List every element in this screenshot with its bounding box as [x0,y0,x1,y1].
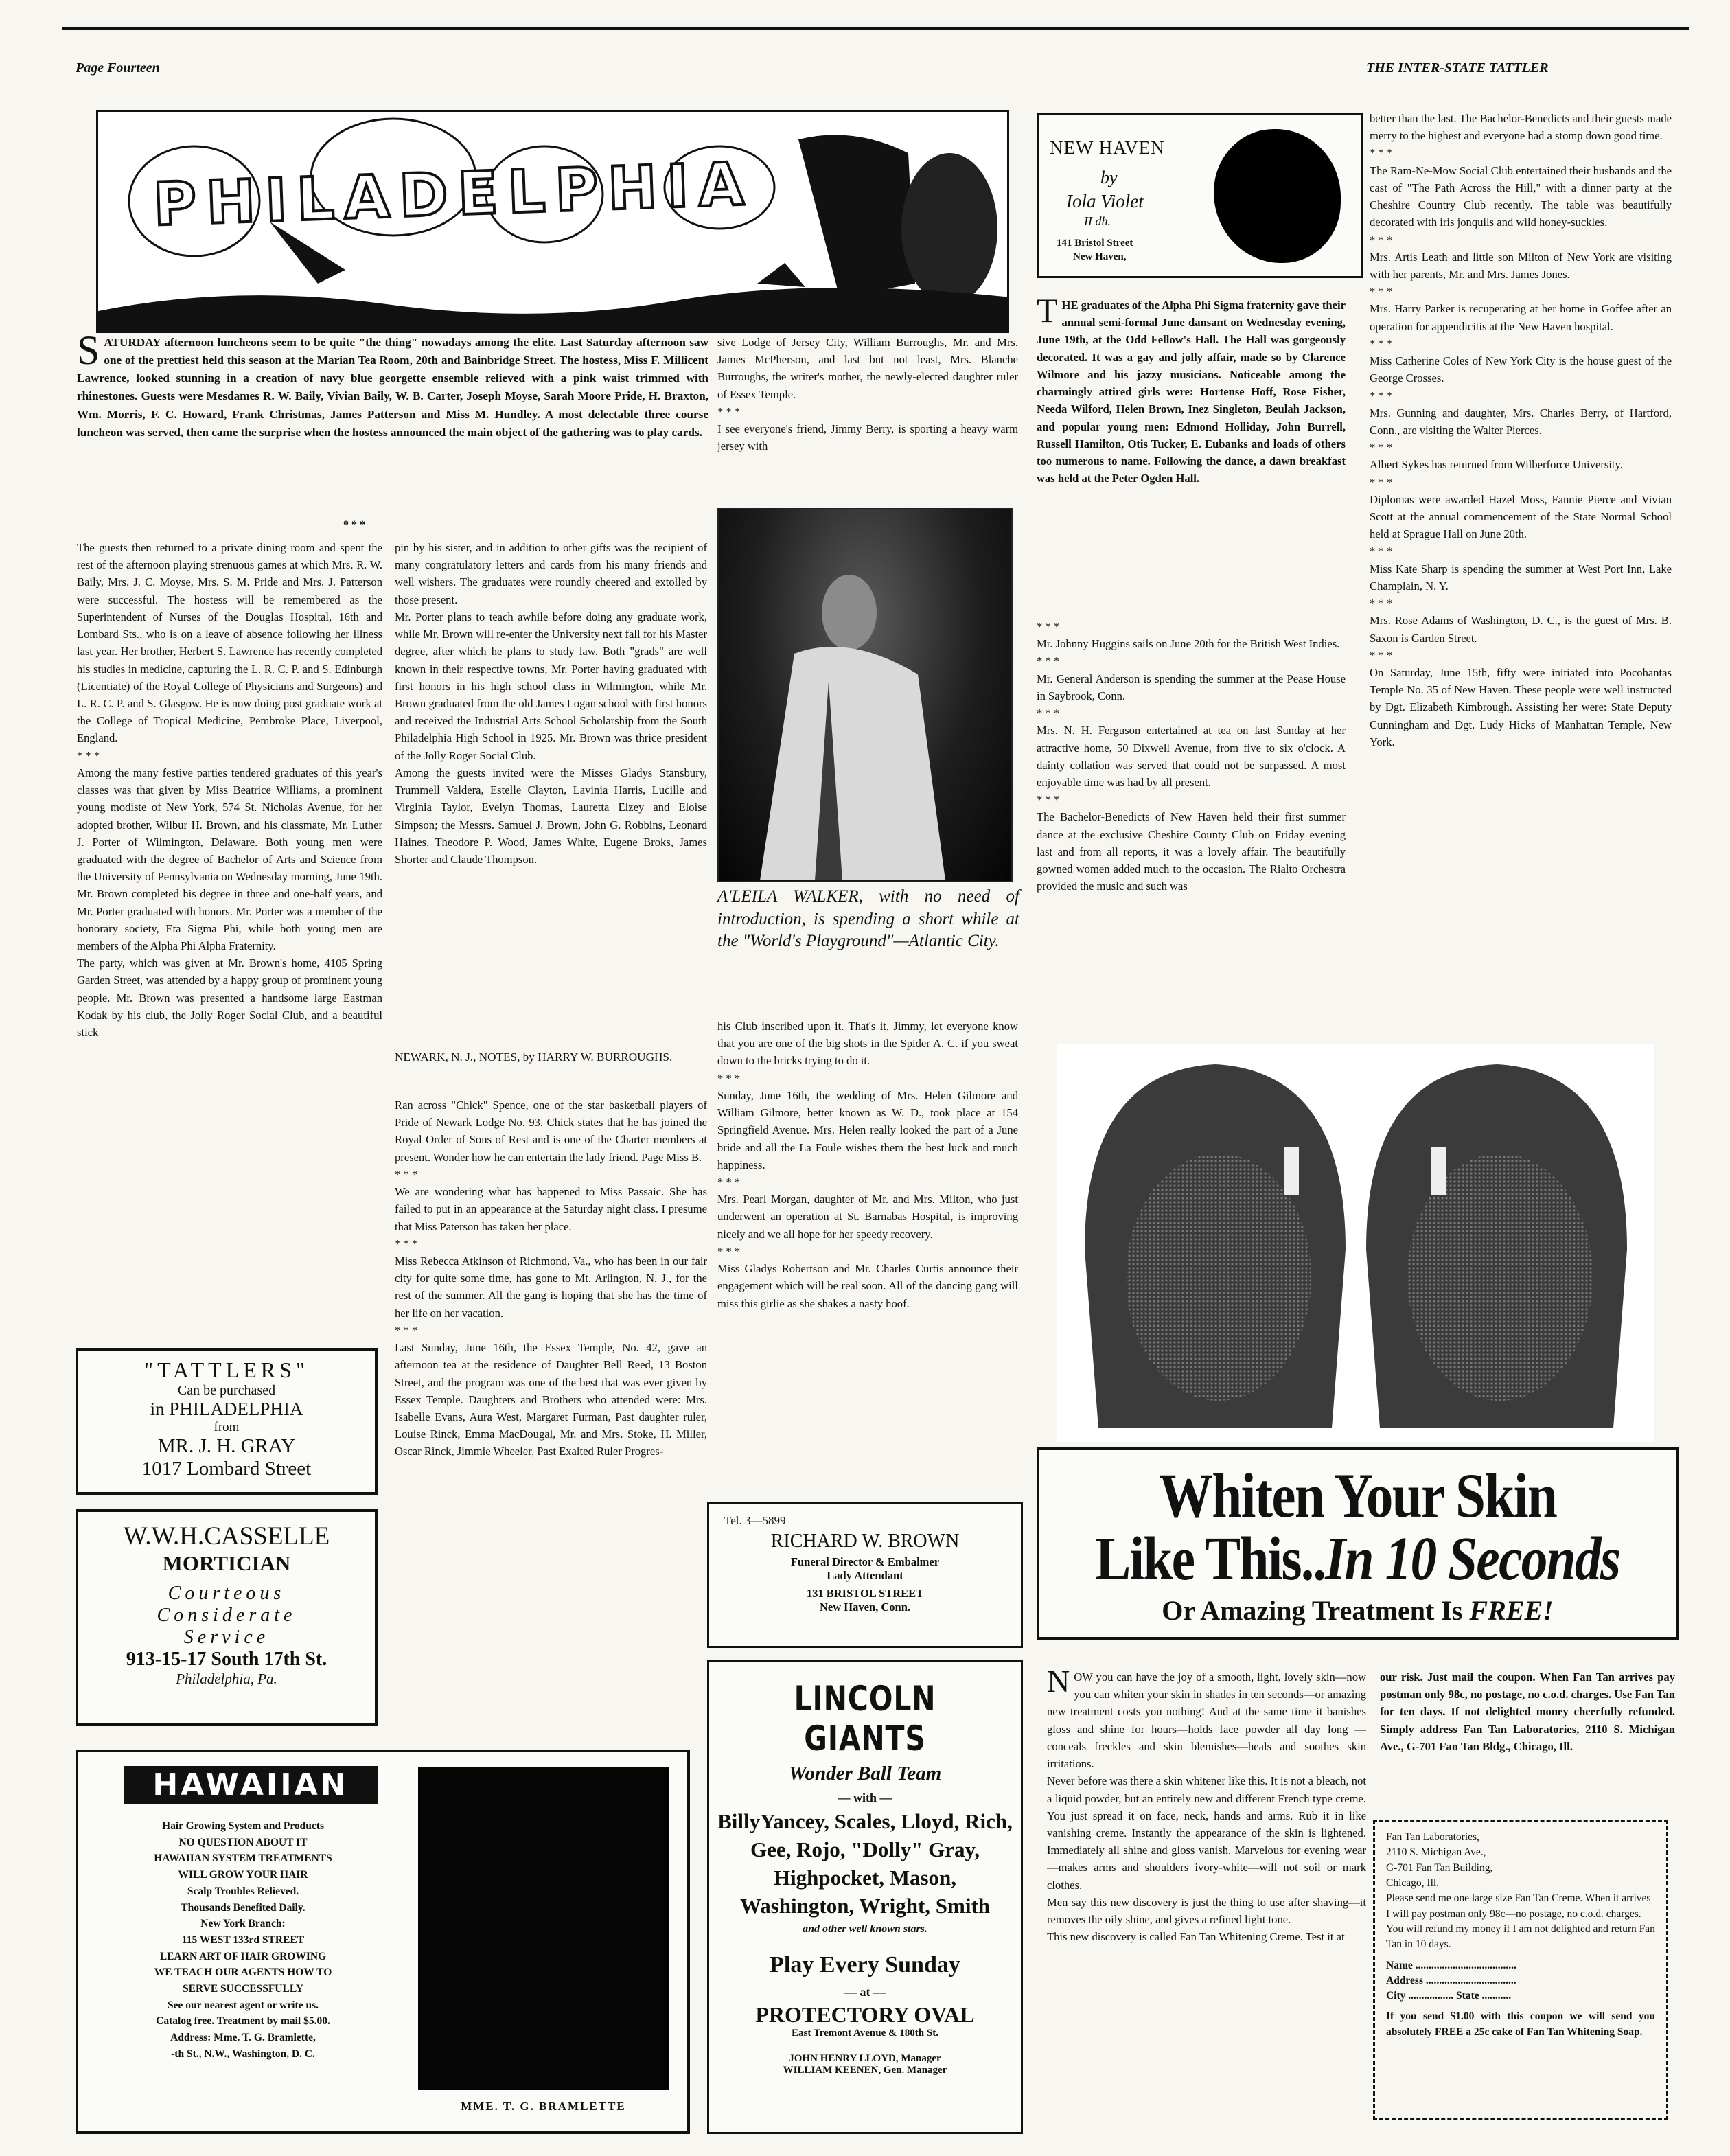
page-label: Page Fourteen [76,60,160,76]
new-haven-title: NEW HAVEN [1050,137,1165,158]
fantan-headline-box [1037,1447,1679,1640]
hawaiian-l9: WE TEACH OUR AGENTS HOW TO [154,1966,332,1979]
coupon-text: Fan Tan Laboratories, 2110 S. Michigan Ave., G-701 Fan Tan Building, Chicago, Ill. Please send me one large size Fan Tan Creme. When it arrives I will pay postman only 98c—no postage, no c.o.d. charges. You will refund my money if I am not delighted and return Fan Tan in 10 days. [1386,1831,1655,1951]
lincoln-venue-addr: East Tremont Avenue & 180th St. [792,2027,938,2039]
new-haven-lead-text: HE graduates of the Alpha Phi Sigma fraternity gave their annual semi-formal June dansant on Wednesday evening, June 19th, at the Odd Fellow's Hall. The Hall was gorgeously decorated. It was a gay and jolly affair, made so by Clarence Wilmore and his jazzy musicians. Noticeable among the charmingly attired girls were: Hortense Hoff, Rose Fisher, Needa Wilford, Helen Brown, Inez Singleton, Beulah Jackson, and popular young men: Edmond Holliday, John Burrell, Russell Hamilton, Otis Tucker, E. Eubanks and loads of others too numerous to name. Following the dance, a dawn breakfast was held at the Peter Ogden Hall. [1037,299,1346,485]
tattlers-line2: in PHILADELPHIA [150,1399,303,1419]
hawaiian-tag: Hair Growing System and Products [162,1820,324,1832]
newark-col-3: his Club inscribed upon it. That's it, Jimmy, let everyone know that you are one of the big shots in the Spider A. C. if you sweat down to the bricks trying to do it. * * * Sunday, June 16th, the wedding of Mrs. Helen Gilmore and William Gilmore, better known as W. D., took place at 154 Springfield Avenue. Mrs. Helen really looked the part of a June bride and all the La Foule wishes them the best luck and much happiness. * * * Mrs. Pearl Morgan, daughter of Mr. and Mrs. Milton, who just underwent an operation at St. Barnabas Hospital, is improving nicely and we all hope for her speedy recovery. * * * Miss Gladys Robertson and Mr. Charles Curtis announce their engagement which will be real soon. All of the dancing gang will miss this girlie as she shakes a nasty hoof. [717,1020,1018,1310]
lincoln-venue: PROTECTORY OVAL [755,2002,975,2027]
section-stars: * * * [343,519,365,531]
fantan-h3b: FREE! [1469,1594,1554,1626]
philadelphia-col-1: The guests then returned to a private dining room and spent the rest of the afternoon playing strenuous games at which Mrs. R. W. Baily, Mrs. J. C. Moyse, Mrs. S. M. Pride and Mrs. J. Patterson were successful. The hostess will be remembered as the Superintendent of Nurses of the Douglas Hospital, 16th and Lombard Sts., who is on a leave of absence following her illness last year. Her brother, Herbert S. Lawrence has recently completed his studies in medicine, capturing the L. R. C. P. and S. Edinburgh (Licentiate) of the Royal College of Physicians and Surgeons) and L. R. C. P. and S. Glasgow. He is now doing post graduate work at the College of Tropical Medicine, Pembroke Place, Liverpool, England. * * * Among the many festive parties tendered graduates of this year's classes was that given by Miss Beatrice Williams, a prominent young modiste of New York, 574 St. Nicholas Avenue, for her adopted brother, Wilbur H. Brown, and his classmate, Mr. Luther J. Porter of Wilmington, Delaware. Both young men were graduated with the degree of Bachelor of Arts and Science from the University of Pennsylvania on Wednesday morning, June 19th. Mr. Brown completed his degree in three and one-half years, and Mr. Porter graduated with honors. Mr. Porter was a member of the honorary society, Eta Sigma Phi, while both young men are members of the Alpha Phi Alpha Fraternity. The party, which was given at Mr. Brown's home, 4105 Spring Garden Street, was attended by a happy group of prominent young people. Mr. Brown was presented a handsome large Eastman Kodak by his club, the Jolly Roger Social Club, and a beautiful stick [77,541,382,1040]
new-haven-col: * * * Mr. Johnny Huggins sails on June 20th for the British West Indies. * * * Mr. General Anderson is spending the summer at the Pease House in Saybrook, Conn. * * * Mrs. N. H. Ferguson entertained at tea on last Sunday at her attractive home, 50 Dixwell Avenue, from five to six o'clock. A dainty collation was served that could not be surpassed. A most enjoyable time was had by all present. * * * The Bachelor-Benedicts of New Haven held their first summer dance at the exclusive Cheshire County Club on Friday evening last and from all reports, it was a lovely affair. The beautifully gowned women added much to the occasion. The Rialto Orchestra provided the music and such was [1037,620,1346,893]
author-address-1: 141 Bristol Street [1057,238,1133,249]
lincoln-sub: Wonder Ball Team [788,1763,942,1785]
casselle-t2: Considerate [157,1605,297,1626]
ad-hawaiian [76,1750,690,2134]
fantan-h2a: Like This.. [1095,1525,1326,1593]
hawaiian-text [85,1818,401,2063]
fantan-body-1-text: OW you can have the joy of a smooth, light, lovely skin—now you can whiten your skin in shades in ten seconds—or amazing new treatment costs you nothing! And at the same time it banishes gloss and shine for hours—holds face powder all day long — conceals freckles and skin blemishes—heals and soothes skin irritations. Never before was there a skin whitener like this. It is not a bleach, not a liquid powder, but an entirely new and different French type creme. You just spread it on face, neck, hands and arms. Rub it in like vanishing creme. Instantly the appearance of the skin is lightened. Immediately all shine and gloss vanish. Marvelous for evening wear—makes arms and shoulders ivory-white—will not soil or mark clothes. Men say this new discovery is just the thing to use after shaving—it removes the oily shine, and gives a refined light tone. This new discovery is called Fan Tan Whitening Creme. Test it at [1047,1671,1366,1944]
fantan-body-1 [1047,1668,1366,2135]
author-address-2: New Haven, [1073,251,1127,262]
hawaiian-l1: NO QUESTION ABOUT IT [178,1836,308,1848]
hawaiian-l2: HAWAIIAN SYSTEM TREATMENTS [154,1853,332,1865]
fantan-coupon[interactable] [1373,1820,1668,2120]
hawaiian-l4: Scalp Troubles Relieved. [187,1885,299,1897]
philadelphia-col-2: pin by his sister, and in addition to other gifts was the recipient of many congratulatory letters and cards from his many friends and well wishers. The graduates were roundly cheered and extolled by those present. Mr. Porter plans to teach awhile before doing any graduate work, while Mr. Brown will re-enter the University next fall for his Master degree, after which he plans to study law. Both "grads" are well known in their respective towns, Mr. Porter having graduated with first honors in his high school class in Wilmington, while Mr. Brown graduated from the old James Logan school with first honors and received the Industrial Arts School Scholarship from the South Philadelphia High School in 1925. Mr. Brown was thrice president of the Jolly Roger Social Club. Among the guests invited were the Misses Gladys Stansbury, Trummell Valdera, Estelle Clayton, Lavinia Harris, Lucille and Virginia Taylor, Evelyn Thomas, Lauretta Elzey and Eloise Simpson; the Messrs. Samuel J. Brown, John G. Robbins, Leonard Haines, Theodore P. Wood, James White, Eugene Broks, James Shorter and Claude Thompson. [395,541,707,866]
paper-name: THE INTER-STATE TATTLER [1366,60,1549,76]
fantan-body-2: our risk. Just mail the coupon. When Fan Tan arrives pay postman only 98c, no postage, no c.o.d. charges. Use Fan Tan for ten days. If not delighted money cheerfully refunded. Simply address Fan Tan Laboratories, 2110 S. Michigan Ave., G-701 Fan Tan Bldg., Chicago, Ill. [1380,1671,1675,1753]
philadelphia-banner [96,110,1009,333]
author-photo [1214,129,1341,263]
coupon-city-field[interactable]: City ................. State ........... [1386,1990,1512,2002]
hawaiian-l11: See our nearest agent or write us. [168,1999,319,2011]
brown-r3: 131 BRISTOL STREET [806,1587,924,1600]
banner-title: PHILADELPHIA [152,150,755,240]
new-haven-header [1037,113,1363,278]
aleila-walker-photo [717,508,1013,882]
author-name: Iola Violet [1066,191,1144,211]
lodge-text: sive Lodge of Jersey City, William Burroughs, Mr. and Mrs. James McPherson, and last but not least, Mrs. Blanche Burroughs, the writer's mother, the newly-elected daughter ruler of Essex Temple. * * * I see everyone's friend, Jimmy Berry, is sporting a heavy warm jersey with [717,336,1018,453]
lincoln-players: BillyYancey, Scales, Lloyd, Rich, Gee, Rojo, "Dolly" Gray, Highpocket, Mason, Washington, Wright, Smith [717,1809,1013,1918]
hawaiian-l6: New York Branch: [200,1918,286,1930]
casselle-role: MORTICIAN [162,1551,291,1575]
brown-r1: Funeral Director & Embalmer [790,1555,940,1568]
byline-by: by [1100,168,1118,187]
fantan-h2 [1084,1527,1631,1592]
ad-tattlers [76,1348,378,1495]
hawaiian-l8: LEARN ART OF HAIR GROWING [159,1950,327,1962]
fantan-h3 [1039,1594,1676,1627]
lincoln-manager-2: WILLIAM KEENEN, Gen. Manager [783,2064,947,2076]
tattlers-line4: MR. J. H. GRAY [157,1435,296,1457]
new-haven-lead [1037,297,1346,618]
fantan-h2b: In 10 Seconds [1325,1525,1620,1593]
coupon-footer: If you send $1.00 with this coupon we will send you absolutely FREE a 25c cake of Fan Tan Whitening Soap. [1386,2010,1655,2038]
fantan-photo [1057,1044,1654,1442]
ad-lincoln-giants [707,1660,1023,2134]
coupon-address-field[interactable]: Address .................................. [1386,1974,1516,1986]
brown-r2: Lady Attendant [827,1569,903,1582]
hawaiian-l3: WILL GROW YOUR HAIR [178,1869,308,1881]
casselle-name: W.W.H.CASSELLE [123,1522,330,1550]
ad-richard-brown [707,1502,1023,1648]
tattlers-line5: 1017 Lombard Street [141,1458,312,1480]
portrait-illustration [719,509,1014,884]
ad-casselle [76,1509,378,1726]
lincoln-title: LINCOLN GIANTS [794,1679,936,1758]
hawaiian-l13: Address: Mme. T. G. Bramlette, [170,2032,316,2044]
tattlers-title: "TATTLERS" [144,1357,309,1382]
two-women-illustration [1057,1044,1654,1442]
hawaiian-l7: 115 WEST 133rd STREET [181,1934,305,1946]
tattlers-line3: from [214,1420,240,1434]
hawaiian-l14: -th St., N.W., Washington, D. C. [171,2048,315,2060]
lead-text: ATURDAY afternoon luncheons seem to be quite "the thing" nowadays among the elite. Last Saturday afternoon saw one of the prettiest held this season at the Marian Tea Room, 20th and Bainbridge Street. The hostess, Miss F. Millicent Lawrence, looked stunning in a creation of navy blue georgette ensemble relieved with a pink waist trimmed with rhinestones. Guests were Mesdames R. W. Baily, Vivian Baily, W. B. Carter, Joseph Moyse, Sarah Moore Pride, H. Braxton, Wm. Morris, F. C. Howard, Frank Christmas, James Patterson and Miss M. Hundley. A most delectable three course luncheon was served, then came the surprise when the hostess announced the main object of the gathering was to play cards. [77,336,708,439]
philadelphia-lead [77,334,708,527]
bramlette-caption: MME. T. G. BRAMLETTE [461,2100,626,2113]
casselle-addr: 913-15-17 South 17th St. [126,1649,327,1670]
top-rule [62,27,1689,30]
fantan-h3a: Or Amazing Treatment Is [1162,1594,1470,1626]
casselle-t1: Courteous [168,1583,286,1604]
newark-heading: NEWARK, N. J., NOTES, by HARRY W. BURROUGHS. [395,1051,673,1064]
lincoln-manager-1: JOHN HENRY LLOYD, Manager [789,2052,941,2064]
lincoln-others: and other well known stars. [803,1923,927,1935]
new-haven-right-col: better than the last. The Bachelor-Benedicts and their guests made merry to the highest and everyone had a stomp down good time. * * * The Ram-Ne-Mow Social Club entertained their husbands and the cast of "The Path Across the Hill," with a dinner party at the Cheshire Country Club recently. The table was beautifully decorated with iris jonquils and wild honey-suckles. * * * Mrs. Artis Leath and little son Milton of New York are visiting with her parents, Mr. and Mrs. James Jones. * * * Mrs. Harry Parker is recuperating at her home in Goffee after an operation for appendicitis at the New Haven hospital. * * * Miss Catherine Coles of New York City is the house guest of the George Crosses. * * * Mrs. Gunning and daughter, Mrs. Charles Berry, of Hartford, Conn., are visiting the Walter Pierces. * * * Albert Sykes has returned from Wilberforce University. * * * Diplomas were awarded Hazel Moss, Fannie Pierce and Vivian Scott at the annual commencement of the State Normal School held at Sprague Hall on June 20th. * * * Miss Kate Sharp is spending the summer at West Port Inn, Lake Champlain, N. Y. * * * Mrs. Rose Adams of Washington, D. C., is the guest of Mrs. B. Saxon is Garden Street. * * * On Saturday, June 15th, fifty were initiated into Pocohantas Temple No. 35 of New Haven. These people were well instructed by Dgt. Elizabeth Kimbrough. Assisting her were: State Deputy Cunningham and Dgt. Ludy Hicks of Manhattan Temple, New York. [1370,112,1672,748]
hawaiian-l10: SERVE SUCCESSFULLY [183,1983,303,1995]
casselle-t3: Service [183,1627,270,1648]
coupon-name-field[interactable]: Name ...................................... [1386,1959,1516,1971]
walker-caption: A'LEILA WALKER, with no need of introduction, is spending a short while at the "World's Playground"—Atlantic City. [717,887,1019,950]
lincoln-play: Play Every Sunday [770,1951,960,1977]
author-sub: II dh. [1084,214,1111,228]
bramlette-photo [418,1767,669,2090]
hawaiian-l5: Thousands Benefited Daily. [181,1901,305,1914]
drop-cap-n: N [1047,1668,1070,1699]
drop-cap-s: S [77,334,100,373]
tattlers-line1: Can be purchased [177,1383,276,1398]
drop-cap-t: T [1037,297,1058,330]
hawaiian-l12: Catalog free. Treatment by mail $5.00. [156,2015,330,2028]
brown-r4: New Haven, Conn. [819,1601,910,1614]
casselle-city: Philadelphia, Pa. [176,1671,277,1687]
brown-name: RICHARD W. BROWN [770,1530,960,1552]
hawaiian-logo: HAWAIIAN [124,1766,378,1804]
lincoln-at: — at — [844,1984,886,1999]
brown-tel: Tel. 3—5899 [724,1514,786,1527]
fantan-h1: Whiten Your Skin [1158,1460,1557,1530]
lincoln-with: — with — [838,1791,892,1804]
newark-body: Ran across "Chick" Spence, one of the star basketball players of Pride of Newark Lodge No. 93. Chick states that he has joined the Royal Order of Sons of Rest and is one of the Charter members at present. Wonder how he can entertain the lady friend. Page Miss B. * * * We are wondering what has happened to Miss Passaic. She has failed to put in an appearance at the Saturday night class. I presume that Miss Paterson has taken her place. * * * Miss Rebecca Atkinson of Richmond, Va., who has been in our fair city for quite some time, has gone to Mt. Arlington, N. J., for the rest of the summer. All the gang is hoping that she has the time of her life on her vacation. * * * Last Sunday, June 16th, the Essex Temple, No. 42, gave an afternoon tea at the residence of Daughter Bell Reed, 13 Boston Street, and the program was one of the best that was ever given by Essex Temple. Daughters and Brothers who attended were: Mrs. Isabelle Evans, Aura West, Margaret Furman, Past daughter ruler, Louise Rinck, Emma MacDougal, Mr. and Mrs. Stoke, H. Miller, Oscar Rinck, Jimmie Wheeler, Past Exalted Ruler Progres- [395,1099,707,1458]
